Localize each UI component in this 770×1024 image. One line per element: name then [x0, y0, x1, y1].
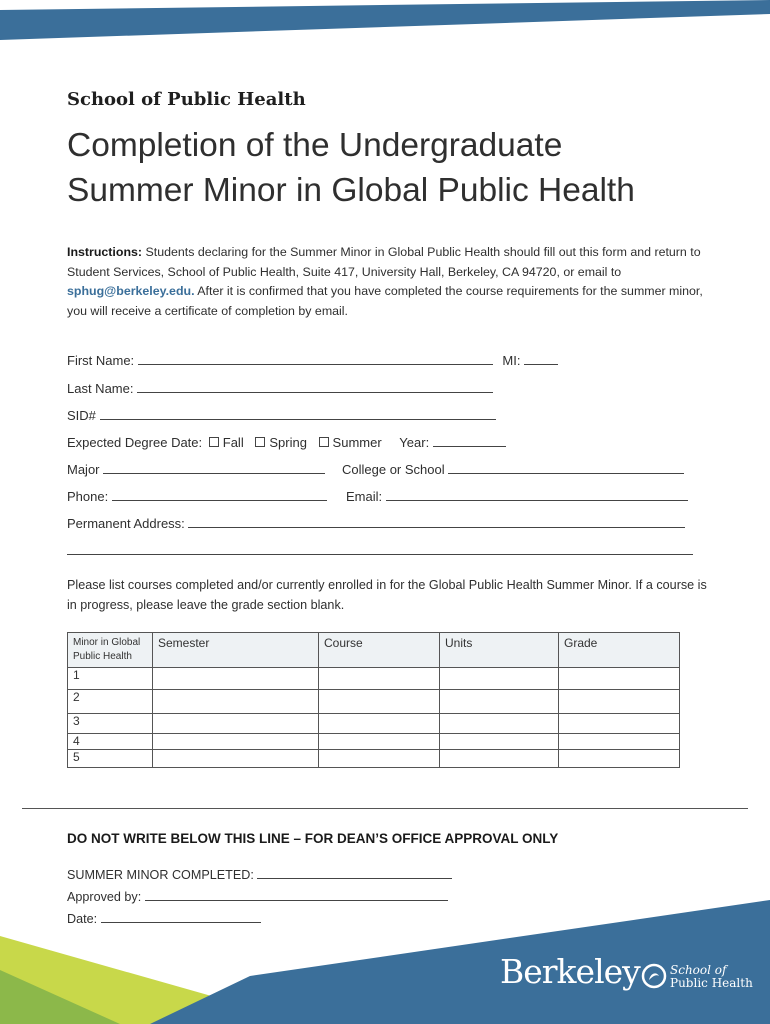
- email-field[interactable]: [386, 488, 688, 501]
- year-field[interactable]: [433, 434, 506, 447]
- college-row: [342, 461, 684, 477]
- footer-color-band: [0, 900, 770, 1024]
- semester-cell[interactable]: [153, 690, 319, 714]
- college-label: College or School: [342, 462, 445, 477]
- first-name-row: [67, 352, 558, 368]
- instructions-text-2: After it is confirmed that you have completed the course requirements for the summer minor, you will receive a certificate of completion by email.: [67, 284, 703, 318]
- row-number: 2: [68, 690, 153, 714]
- sid-row: [67, 407, 496, 423]
- first-name-field[interactable]: [138, 352, 493, 365]
- address-label: Permanent Address:: [67, 516, 185, 531]
- units-cell[interactable]: [440, 690, 559, 714]
- last-name-row: [67, 380, 493, 396]
- row-number: 3: [68, 714, 153, 734]
- fall-label: Fall: [222, 435, 244, 450]
- phone-row: [67, 488, 327, 504]
- last-name-field[interactable]: [137, 380, 493, 393]
- last-name-label: Last Name:: [67, 381, 134, 396]
- address-field[interactable]: [188, 515, 685, 528]
- sid-field[interactable]: [100, 407, 496, 420]
- phone-field[interactable]: [112, 488, 327, 501]
- course-cell[interactable]: [319, 690, 440, 714]
- table-row: [68, 714, 680, 734]
- top-color-band: [0, 0, 770, 40]
- units-cell[interactable]: [440, 668, 559, 690]
- major-field[interactable]: [103, 461, 325, 474]
- degree-date-label: Expected Degree Date:: [67, 435, 203, 450]
- table-row: [68, 734, 680, 750]
- major-row: [67, 461, 325, 477]
- college-field[interactable]: [448, 461, 684, 474]
- table-row: [68, 668, 680, 690]
- grade-cell[interactable]: [559, 668, 680, 690]
- units-cell[interactable]: [440, 714, 559, 734]
- year-label: Year:: [399, 435, 430, 450]
- row-number: 5: [68, 750, 153, 768]
- spring-checkbox[interactable]: [255, 437, 265, 447]
- minor-completed-field[interactable]: [257, 866, 452, 879]
- units-cell[interactable]: [440, 750, 559, 768]
- semester-cell[interactable]: [153, 714, 319, 734]
- approval-heading: DO NOT WRITE BELOW THIS LINE – FOR DEAN’S OFFICE APPROVAL ONLY: [67, 831, 559, 846]
- phone-label: Phone:: [67, 489, 109, 504]
- instructions: [67, 243, 707, 321]
- semester-cell[interactable]: [153, 668, 319, 690]
- email-row: [346, 488, 688, 504]
- spring-label: Spring: [269, 435, 307, 450]
- grade-cell[interactable]: [559, 690, 680, 714]
- address-row: [67, 515, 685, 531]
- summer-checkbox[interactable]: [319, 437, 329, 447]
- col-course-header: Course: [319, 633, 440, 668]
- col-grade-header: Grade: [559, 633, 680, 668]
- semester-cell[interactable]: [153, 750, 319, 768]
- degree-date-row: [67, 434, 506, 450]
- table-row: [68, 690, 680, 714]
- public-health-logo-icon: [641, 963, 667, 989]
- grade-cell[interactable]: [559, 750, 680, 768]
- grade-cell[interactable]: [559, 734, 680, 750]
- first-name-label: First Name:: [67, 353, 135, 368]
- mi-field[interactable]: [524, 352, 558, 365]
- minor-completed-row: [67, 866, 452, 882]
- course-cell[interactable]: [319, 750, 440, 768]
- summer-label: Summer: [332, 435, 382, 450]
- col-semester-header: Semester: [153, 633, 319, 668]
- instructions-label: Instructions:: [67, 245, 143, 259]
- row-number: 4: [68, 734, 153, 750]
- semester-cell[interactable]: [153, 734, 319, 750]
- col-minor-header: Minor in Global Public Health: [68, 633, 153, 668]
- course-cell[interactable]: [319, 714, 440, 734]
- courses-table: [67, 632, 680, 768]
- sid-label: SID#: [67, 408, 96, 423]
- units-cell[interactable]: [440, 734, 559, 750]
- minor-completed-label: SUMMER MINOR COMPLETED:: [67, 868, 254, 882]
- page-title: Completion of the Undergraduate Summer Minor in Global Public Health: [67, 127, 635, 209]
- email-link[interactable]: sphug@berkeley.edu.: [67, 284, 195, 298]
- table-header-row: [68, 633, 680, 668]
- col-units-header: Units: [440, 633, 559, 668]
- berkeley-logo: Berkeley: [500, 952, 640, 991]
- fall-checkbox[interactable]: [209, 437, 219, 447]
- public-health-logo-text: School of Public Health: [670, 963, 753, 990]
- section-divider: [22, 808, 748, 809]
- major-label: Major: [67, 462, 100, 477]
- course-cell[interactable]: [319, 668, 440, 690]
- school-label: School of Public Health: [67, 89, 306, 110]
- row-number: 1: [68, 668, 153, 690]
- table-row: [68, 750, 680, 768]
- courses-note: Please list courses completed and/or currently enrolled in for the Global Public Health Summer Minor. If a course is in progress, please leave the grade section blank.: [67, 578, 707, 612]
- instructions-text: Students declaring for the Summer Minor in Global Public Health should fill out this form and return to Student Services, School of Public Health, Suite 417, University Hall, Berkeley, CA 94720, or email to: [67, 245, 701, 279]
- email-label: Email:: [346, 489, 383, 504]
- mi-label: MI:: [502, 353, 521, 368]
- approved-by-label: Approved by:: [67, 890, 142, 904]
- address-field-line-2[interactable]: [67, 554, 693, 555]
- date-label: Date:: [67, 912, 98, 926]
- grade-cell[interactable]: [559, 714, 680, 734]
- course-cell[interactable]: [319, 734, 440, 750]
